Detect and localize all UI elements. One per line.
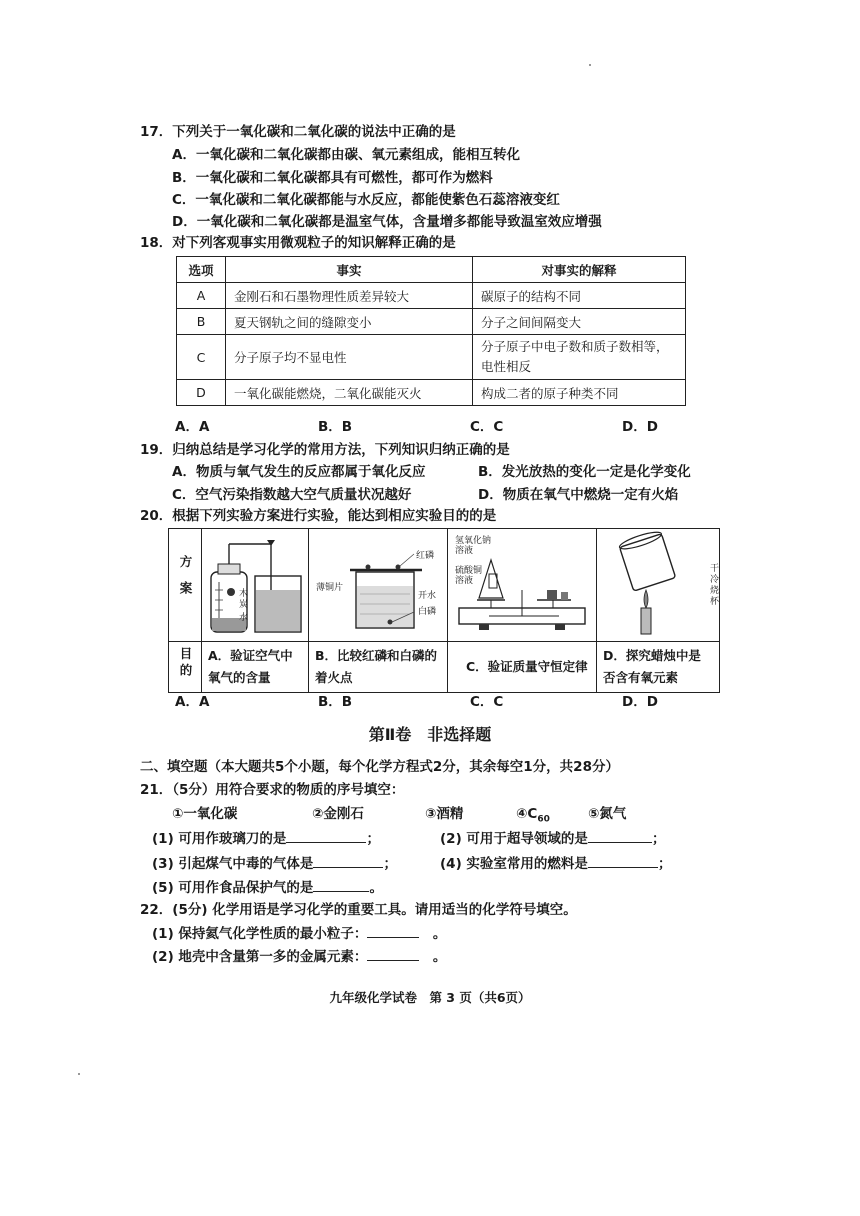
- q18-answer-b: B．B: [318, 419, 353, 435]
- q20-figure-b: [309, 529, 448, 642]
- candle-beaker-icon: [598, 530, 728, 640]
- q18-row-option: A: [177, 283, 226, 309]
- q17-option-c: C．一氧化碳和二氧化碳都能与水反应，都能使紫色石蕊溶液变红: [172, 192, 560, 208]
- q18-answer-d: D．D: [622, 419, 658, 435]
- figure-c-canvas: [449, 530, 595, 640]
- q19-stem: 19．归纳总结是学习化学的常用方法，下列知识归纳正确的是: [140, 442, 510, 458]
- figure-b-canvas: [310, 530, 446, 640]
- q18-row-explanation: 碳原子的结构不同: [473, 283, 686, 309]
- q21-item-3: ③酒精: [425, 806, 464, 822]
- figure-b-label-red-phosphorus: 红磷: [416, 551, 435, 561]
- figure-b-label-copper: 薄铜片: [316, 583, 344, 593]
- oxygen-content-apparatus-icon: [203, 530, 307, 640]
- q21-item-4-subscript: 60: [537, 814, 550, 825]
- q20-answer-c: C．C: [470, 694, 504, 710]
- q20-goal-b: B．比较红磷和白磷的着火点: [309, 642, 448, 693]
- q20-table: [168, 528, 720, 693]
- q21-blank-4-field[interactable]: [588, 853, 658, 868]
- table-row: [177, 283, 686, 309]
- q20-stem: 20．根据下列实验方案进行实验，能达到相应实验目的的是: [140, 508, 497, 524]
- q18-row-explanation: 构成二者的原子种类不同: [473, 380, 686, 406]
- q20-answer-a: A．A: [175, 694, 210, 710]
- q18-row-explanation: 分子原子中电子数和质子数相等，电性相反: [473, 335, 686, 380]
- figure-a-label-wood: 木: [239, 589, 249, 599]
- q21-blank-5: (5) 可用作食品保护气的是 。: [152, 877, 383, 898]
- figure-b-label-white-phosphorus: 白磷: [418, 607, 437, 617]
- figure-a-canvas: [203, 530, 307, 640]
- q22-blank-1-field[interactable]: [367, 923, 419, 938]
- q18-row-option: B: [177, 309, 226, 335]
- figure-a-label-water: 水: [239, 613, 249, 623]
- q20-scheme-label-text: 方案: [178, 555, 193, 608]
- q21-item-1: ①一氧化碳: [172, 806, 238, 822]
- q21-item-4-text: ④C: [516, 806, 538, 822]
- q18-row-fact: 金刚石和石墨物理性质差异较大: [226, 283, 473, 309]
- scan-speck: [78, 1073, 80, 1075]
- part2-heading: 二、填空题（本大题共5个小题，每个化学方程式2分，其余每空1分，共28分）: [140, 759, 619, 775]
- q20-goal-a: A．验证空气中氧气的含量: [202, 642, 309, 693]
- q21-blank-2: (2) 可用于超导领域的是 ；: [440, 828, 665, 849]
- q21-blank-1: (1) 可用作玻璃刀的是 ；: [152, 828, 380, 849]
- q21-blank-4: (4) 实验室常用的燃料是 ；: [440, 853, 671, 874]
- q22-blank-2-field[interactable]: [367, 946, 419, 961]
- q20-goal-label-text: 目的: [178, 647, 193, 680]
- q18-row-fact: 一氧化碳能燃烧，二氧化碳能灭火: [226, 380, 473, 406]
- q20-scheme-label: [169, 529, 202, 642]
- figure-d-canvas: [598, 530, 718, 640]
- scan-speck: [589, 64, 591, 66]
- q22-blank-1: (1) 保持氦气化学性质的最小粒子： 。: [152, 923, 446, 944]
- q21-blank-1-field[interactable]: [286, 828, 366, 843]
- q19-option-c: C．空气污染指数越大空气质量状况越好: [172, 487, 412, 503]
- q21-item-4: [516, 804, 550, 830]
- q21-blank-3: (3) 引起煤气中毒的气体是 ；: [152, 853, 397, 874]
- q18-row-fact: 分子原子均不显电性: [226, 335, 473, 380]
- q18-answer-c: C．C: [470, 419, 504, 435]
- q22-blank-2: (2) 地壳中含量第一多的金属元素： 。: [152, 946, 446, 967]
- q20-goal-d: D．探究蜡烛中是否含有氧元素: [597, 642, 720, 693]
- q21-blank-3-label: (3) 引起煤气中毒的气体是: [152, 856, 314, 872]
- q21-blank-1-label: (1) 可用作玻璃刀的是: [152, 831, 287, 847]
- table-row: [177, 335, 686, 380]
- q18-header-fact: 事实: [226, 257, 473, 283]
- q21-blank-4-label: (4) 实验室常用的燃料是: [440, 856, 588, 872]
- q17-option-a: A．一氧化碳和二氧化碳都由碳、氧元素组成，能相互转化: [172, 147, 520, 163]
- q19-option-d: D．物质在氧气中燃烧一定有火焰: [478, 487, 679, 503]
- q18-header-option: 选项: [177, 257, 226, 283]
- figure-c-label-cuso4: 硫酸铜溶液: [455, 566, 483, 586]
- q21-blank-5-label: (5) 可用作食品保护气的是: [152, 880, 314, 896]
- q21-blank-5-field[interactable]: [313, 877, 369, 892]
- q20-answer-b: B．B: [318, 694, 353, 710]
- q21-blank-2-label: (2) 可用于超导领域的是: [440, 831, 588, 847]
- figure-a-label-char: 炭: [239, 600, 249, 610]
- q22-stem: 22．(5分) 化学用语是学习化学的重要工具。请用适当的化学符号填空。: [140, 902, 577, 918]
- q18-row-option: D: [177, 380, 226, 406]
- q21-stem: 21．（5分）用符合要求的物质的序号填空：: [140, 782, 405, 798]
- q19-option-b: B．发光放热的变化一定是化学变化: [478, 464, 691, 480]
- q18-header-explanation: 对事实的解释: [473, 257, 686, 283]
- q17-option-b: B．一氧化碳和二氧化碳都具有可燃性，都可作为燃料: [172, 170, 493, 186]
- q21-item-2: ②金刚石: [312, 806, 364, 822]
- q20-figure-a: [202, 529, 309, 642]
- q22-blank-1-label: (1) 保持氦气化学性质的最小粒子：: [152, 926, 368, 942]
- table-row: [177, 380, 686, 406]
- q20-goal-label: [169, 642, 202, 693]
- q21-blank-3-field[interactable]: [313, 853, 383, 868]
- q18-table: [176, 256, 686, 406]
- section-title: 第Ⅱ卷 非选择题: [368, 725, 492, 744]
- q18-row-explanation: 分子之间间隔变大: [473, 309, 686, 335]
- q21-blank-2-field[interactable]: [588, 828, 652, 843]
- q17-stem: 17．下列关于一氧化碳和二氧化碳的说法中正确的是: [140, 124, 456, 140]
- q19-option-a: A．物质与氧气发生的反应都属于氧化反应: [172, 464, 426, 480]
- q18-row-option: C: [177, 335, 226, 380]
- q20-goal-c: C．验证质量守恒定律: [448, 642, 597, 693]
- q20-figure-d: [597, 529, 720, 642]
- q18-stem: 18．对下列客观事实用微观粒子的知识解释正确的是: [140, 235, 456, 251]
- figure-b-label-hot-water: 开水: [418, 591, 437, 601]
- figure-d-label-cup: 干冷烧杯: [710, 564, 720, 607]
- q22-blank-2-label: (2) 地壳中含量第一多的金属元素：: [152, 949, 368, 965]
- q21-item-5: ⑤氮气: [588, 806, 627, 822]
- q20-figure-c: [448, 529, 597, 642]
- table-row: [177, 309, 686, 335]
- figure-c-label-naoh: 氢氧化钠溶液: [455, 536, 492, 556]
- q20-answer-d: D．D: [622, 694, 658, 710]
- q18-answer-a: A．A: [175, 419, 210, 435]
- q17-option-d: D．一氧化碳和二氧化碳都是温室气体，含量增多都能导致温室效应增强: [172, 214, 602, 230]
- q18-row-fact: 夏天钢轨之间的缝隙变小: [226, 309, 473, 335]
- page-footer: 九年级化学试卷 第 3 页（共6页）: [329, 990, 531, 1005]
